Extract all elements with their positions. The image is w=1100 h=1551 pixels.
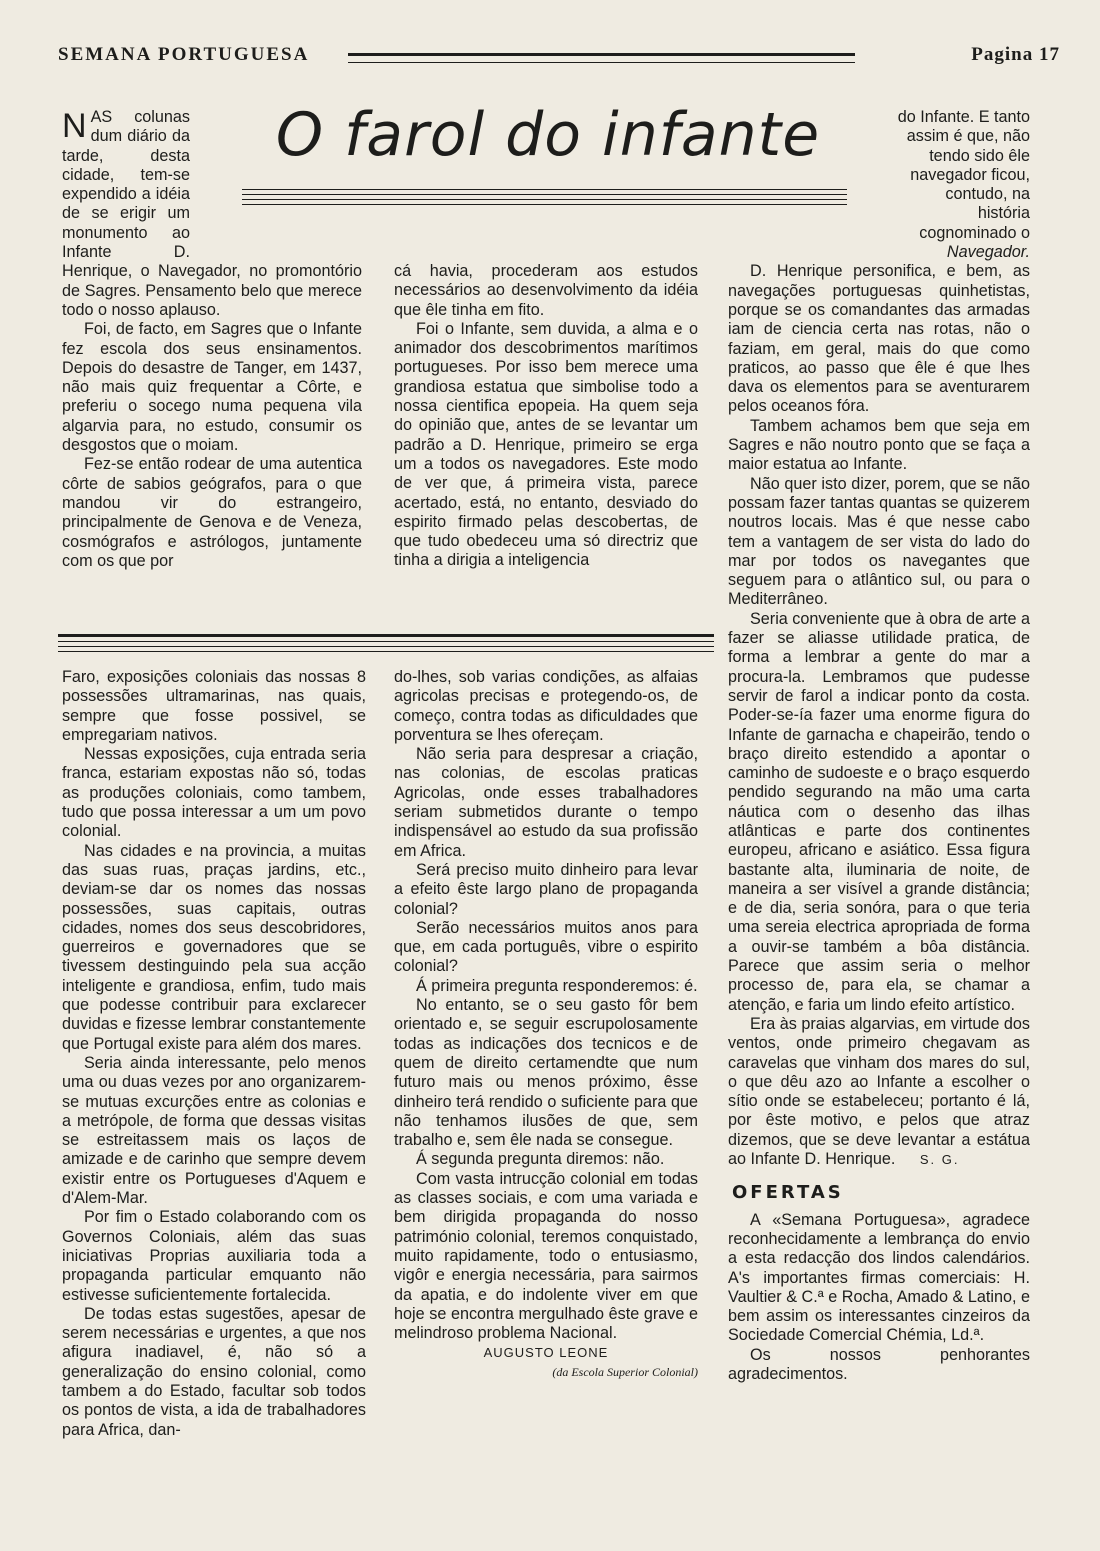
paragraph-text: Era às praias algarvias, em virtude dos ventos, onde primeiro chegavam as caravelas que vinham dos mares do sul, o que dêu azo ao Infante a escolher o sítio onde se estabeleceu; portanto é lá, por êste motivo, e pelos que atraz dizemos, que se deve levantar a estátua ao Infante D. Henrique. [728, 1014, 1030, 1169]
ofertas-paragraph: A «Semana Portuguesa», agradece reconhecidamente a lembrança do envio a esta redacção dos lindos calendários. A's importantes firmas comerciais: H. Vaultier & C.ª e Rocha, Amado & Latino, e bem assim os interessantes cinzeiros da Sociedade Comercial Chémia, Ld.ª. [728, 1210, 1030, 1345]
article-paragraph: Seria ainda interessante, pelo menos uma ou duas vezes por ano organizarem-se mutuas excurções entre as colonias e a metrópole, de forma que dessas visitas se estreitassem mais os laços de amizade e de carinho que sempre devem existir entre os Portugueses d'Aquem e d'Alem-Mar. [62, 1053, 366, 1208]
article-paragraph: Não quer isto dizer, porem, que se não possam fazer tantas quantas se quizerem noutros locais. Mas é que nesse cabo tem a vantagem de ser vista do lado do mar por todos os navegantes que seguem para o atlântico sul, ou para o Mediterrâneo. [728, 474, 1030, 609]
article-paragraph: Nessas exposições, cuja entrada seria franca, estariam expostas não só, todas as produções coloniais, como tambem, tudo que possa interessar a um um povo colonial. [62, 745, 366, 841]
author-name: AUGUSTO LEONE [483, 1345, 609, 1361]
article-paragraph: cá havia, procederam aos estudos necessários ao desenvolvimento da idéia que êle tinha em fito. [394, 262, 698, 319]
article2-col1 [62, 668, 366, 1440]
article-paragraph: Não seria para despresar a criação, nas colonias, de escolas praticas Agricolas, onde esses trabalhadores seriam submetidos durante o tempo indispensável ao estudo da sua profissão em Africa. [394, 745, 698, 860]
article-paragraph: No entanto, se o seu gasto fôr bem orientado e, se seguir escrupolosamente todas as indicações dos tecnicos e de quem de direito certamendte que num futuro mais ou menos próximo, êsse dinheiro terá rendido o suficiente para que não tenhamos ilusões de que, sem trabalho e, sem êle nada se consegue. [394, 996, 698, 1150]
page-number: Pagina 17 [971, 44, 1060, 65]
article-paragraph: D. Henrique personifica, e bem, as navegações portuguesas quinhetistas, porque se os comandantes das armadas iam de ciencia certa nas rotas, não o faziam, em geral, mais do que como praticos, ao passo que êle é que lhes dava os elementos para se aventurarem pelos oceanos fóra. [728, 262, 1030, 416]
article-paragraph: Foi, de facto, em Sagres que o Infante fez escola dos seus ensinamentos. Depois do desastre de Tanger, em 1437, não mais quiz frequentar a Côrte, e preferiu o socego numa pequena vila algarvia para, no estudo, consumir os desgostos que o moiam. [62, 320, 362, 455]
article-col2-top [394, 262, 698, 571]
article-paragraph: Serão necessários muitos anos para que, em cada português, vibre o espirito colonial? [394, 918, 698, 976]
page-header [58, 44, 1060, 74]
col3-intro [896, 108, 1030, 262]
author-affiliation: (da Escola Superior Colonial) [552, 1364, 698, 1379]
paragraph-text: AS colunas dum diário da tarde, desta cidade, tem-se expendido a idéia de se erigir um monumento ao Infante D. Henrique, o Navegador, no promontório de Sagres. Pensamento belo que merece todo o nosso aplauso. [62, 108, 362, 319]
article-paragraph: Será preciso muito dinheiro para levar a efeito êste largo plano de propaganda colonial? [394, 860, 698, 918]
ofertas-title: OFERTAS [732, 1182, 844, 1204]
article-paragraph: Nas cidades e na provincia, a muitas das suas ruas, praças jardins, etc., deviam-se dar os nomes das nossas possessões, suas capitais, outras cidades, nomes dos seus descobridores, guerreiros e governadores que se tivessem destinguindo pela sua acção inteligente e grandiosa, enfim, tudo mais que podesse contribuir para exclarecer duvidas e fizesse lembrar constantemente que Portugal existe para além dos mares. [62, 841, 366, 1053]
article-paragraph [62, 108, 362, 320]
article2-col2 [394, 668, 698, 1382]
ofertas-paragraph: Os nossos penhorantes agradecimentos. [728, 1345, 1030, 1383]
article-paragraph: De todas estas sugestões, apesar de serem necessárias e urgentes, a que nos afigura inadiavel, é, não só a generalização do ensino colonial, como tambem a do Estado, facultar sob todos os pontos de vista, a ida de trabalhadores para Africa, dan- [62, 1304, 366, 1439]
navegador-word: Navegador. [946, 243, 1030, 262]
article-paragraph: Á segunda pregunta diremos: não. [416, 1150, 665, 1169]
article-paragraph [728, 1015, 1030, 1169]
paragraph-text: do Infante. E tanto assim é que, não tendo sido êle navegador ficou, contudo, na história cognominado o [897, 108, 1030, 242]
section-rule [58, 641, 714, 642]
section-rule [58, 634, 714, 637]
article-paragraph: Tambem achamos bem que seja em Sagres e não noutro ponto que se faça a maior estatua ao Infante. [728, 416, 1030, 474]
article-paragraph: Á primeira pregunta responderemos: é. [416, 976, 698, 995]
drop-cap: N [62, 107, 87, 145]
article-col1-top [62, 108, 362, 571]
publication-name: SEMANA PORTUGUESA [58, 44, 310, 65]
section-rule [58, 646, 714, 647]
section-rule [58, 651, 714, 652]
article-signature: S. G. [919, 1152, 960, 1168]
article-paragraph: Por fim o Estado colaborando com os Governos Coloniais, além das suas iniciativas Proprias auxiliaria toda a propaganda particular emquanto não estivesse suficientemente fortalecida. [62, 1208, 366, 1304]
header-rule [348, 53, 855, 63]
article-paragraph: do-lhes, sob varias condições, as alfaias agricolas precisas e protegendo-os, de começo, contra todas as dificuldades que porventura se lhes ofereçam. [394, 668, 698, 744]
article-col3 [728, 108, 1030, 1384]
article-paragraph: Foi o Infante, sem duvida, a alma e o animador dos descobrimentos marítimos portugueses. Por isso bem merece uma grandiosa estatua que simbolise todo a nossa cientifica epopeia. Ha quem seja do opinião que, antes de se levantar um padrão a D. Henrique, primeiro se erga um a todos os navegadores. Este modo de ver que, á primeira vista, parece acertado, está, no entanto, desviado do espirito firmado pelas descobertas, de que tudo obedeceu uma só directriz que tinha a dirigia a inteligencia [394, 319, 698, 570]
article-paragraph: Fez-se então rodear de uma autentica côrte de sabios geógrafos, para o que mandou vir do estrangeiro, principalmente de Genova e de Veneza, cosmógrafos e astrólogos, juntamente com os que por [62, 455, 362, 570]
article-title: O farol do infante [275, 100, 821, 170]
article-paragraph: Seria conveniente que à obra de arte a fazer se aliasse utilidade pratica, de forma a lembrar a gente do mar a procura-la. Lembramos que pudesse servir de farol a indicar ponto da costa. Poder-se-ía fazer uma enorme figura do Infante de garnacha e chapeirão, tendo o braço direito estendido a apontar o caminho de sudoeste e o braço esquerdo pendido segurando na mão uma carta náutica com o desenho das ilhas atlânticas e parte dos continentes europeu, africano e asiático. Essa figura bastante alta, iluminaria de noite, de maneira a ser visível a grande distância; e de dia, seria sonóra, para o que teria uma sereia electrica apropriada de forma a ouvir-se também a bôa distância. Parece que assim seria o melhor processo de, para ela, se chamar a atenção, e faria um lindo efeito artístico. [728, 609, 1030, 1014]
article-paragraph: Faro, exposições coloniais das nossas 8 possessões ultramarinas, nas quais, sempre que fosse possivel, se empregariam nativos. [62, 668, 366, 744]
article-paragraph: Com vasta intrucção colonial em todas as classes sociais, e com uma variada e bem dirigida propaganda do nosso património colonial, teremos conquistado, muito rapidamente, todo o entusiasmo, vigôr e energia necessária, para sairmos da apatia, e do indolente viver em que hoje se encontra mergulhado êste grave e melindroso problema Nacional. [394, 1169, 698, 1343]
